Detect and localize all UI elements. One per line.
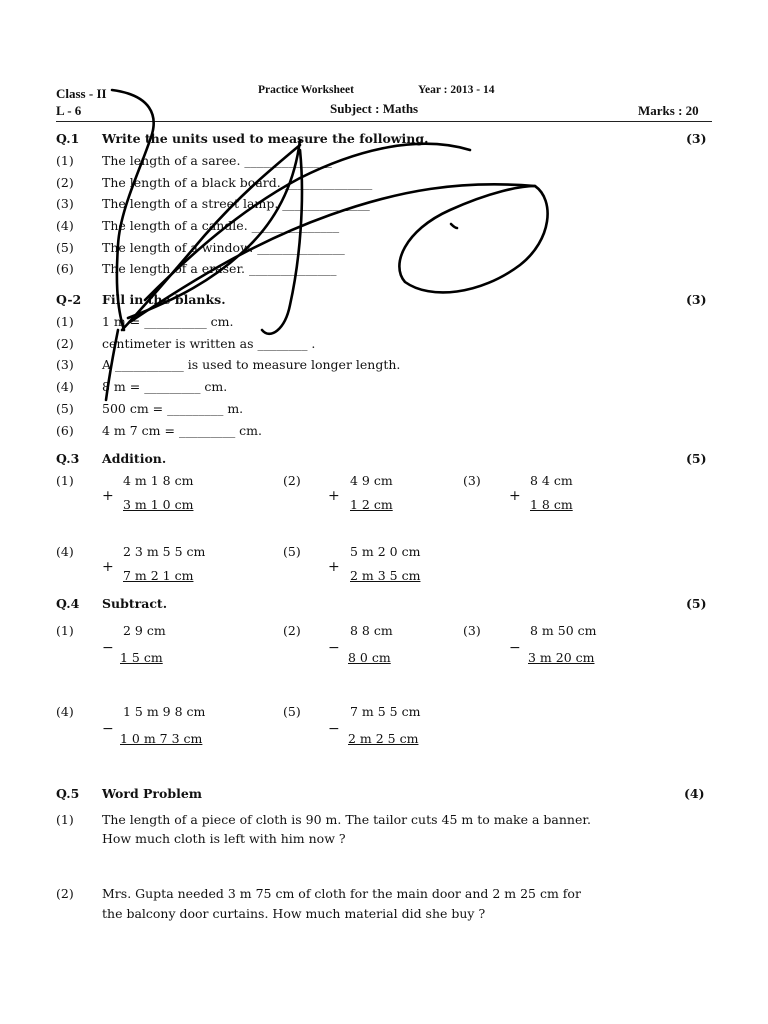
q3-item-bottom: 1 2 cm bbox=[350, 497, 393, 512]
plus-sign: + bbox=[509, 488, 521, 504]
q3-title: Addition. bbox=[102, 451, 167, 466]
year-label: Year : 2013 - 14 bbox=[418, 84, 495, 96]
minus-sign: − bbox=[328, 721, 340, 737]
q1-item-number: (5) bbox=[56, 240, 74, 255]
q4-number: Q.4 bbox=[56, 596, 80, 611]
q4-item-bottom: 8 0 cm bbox=[348, 650, 391, 665]
q3-number: Q.3 bbox=[56, 451, 80, 466]
q5-item-line: The length of a piece of cloth is 90 m. The tailor cuts 45 m to make a banner. bbox=[102, 812, 591, 827]
q4-item-bottom: 3 m 20 cm bbox=[528, 650, 595, 665]
q4-item-bottom: 1 5 cm bbox=[120, 650, 163, 665]
minus-sign: − bbox=[509, 640, 521, 656]
plus-sign: + bbox=[102, 488, 114, 504]
q2-item-number: (2) bbox=[56, 336, 74, 351]
q3-item-number: (4) bbox=[56, 544, 74, 559]
q3-item-bottom: 7 m 2 1 cm bbox=[123, 568, 194, 583]
q5-item-number: (1) bbox=[56, 812, 74, 827]
q2-marks: (3) bbox=[686, 292, 707, 307]
q1-item-text: The length of a eraser. ______________ bbox=[102, 261, 337, 276]
q2-item-number: (4) bbox=[56, 379, 74, 394]
q2-item-number: (3) bbox=[56, 357, 74, 372]
q4-item-top: 1 5 m 9 8 cm bbox=[123, 704, 206, 719]
q4-item-bottom: 2 m 2 5 cm bbox=[348, 731, 419, 746]
q3-marks: (5) bbox=[686, 451, 707, 466]
q5-title: Word Problem bbox=[102, 786, 203, 801]
q2-title: Fill in the blanks. bbox=[102, 292, 226, 307]
q4-item-top: 8 8 cm bbox=[350, 623, 393, 638]
q1-item-text: The length of a saree. ______________ bbox=[102, 153, 332, 168]
q2-item-number: (1) bbox=[56, 314, 74, 329]
q1-item-text: The length of a window. ______________ bbox=[102, 240, 345, 255]
q1-item-number: (6) bbox=[56, 261, 74, 276]
minus-sign: − bbox=[102, 721, 114, 737]
q4-item-top: 8 m 50 cm bbox=[530, 623, 597, 638]
q1-item-text: The length of a street lamp. ______________ bbox=[102, 196, 370, 211]
q1-item-number: (1) bbox=[56, 153, 74, 168]
subject-label: Subject : Maths bbox=[330, 101, 419, 116]
q2-item-text: A ___________ is used to measure longer length. bbox=[102, 357, 401, 372]
minus-sign: − bbox=[102, 640, 114, 656]
q1-number: Q.1 bbox=[56, 131, 80, 146]
q3-item-bottom: 3 m 1 0 cm bbox=[123, 497, 194, 512]
q1-item-text: The length of a candle. ______________ bbox=[102, 218, 340, 233]
q3-item-top: 8 4 cm bbox=[530, 473, 573, 488]
q2-number: Q-2 bbox=[56, 292, 82, 307]
q1-title: Write the units used to measure the following. bbox=[102, 131, 429, 146]
q5-item-number: (2) bbox=[56, 886, 74, 901]
q1-item-number: (3) bbox=[56, 196, 74, 211]
q1-marks: (3) bbox=[686, 131, 707, 146]
marks-label: Marks : 20 bbox=[638, 103, 699, 118]
q1-item-number: (2) bbox=[56, 175, 74, 190]
q4-item-bottom: 1 0 m 7 3 cm bbox=[120, 731, 203, 746]
q5-item-line: Mrs. Gupta needed 3 m 75 cm of cloth for the main door and 2 m 25 cm for bbox=[102, 886, 581, 901]
q2-item-number: (5) bbox=[56, 401, 74, 416]
q2-item-text: centimeter is written as ________ . bbox=[102, 336, 316, 351]
q4-item-number: (1) bbox=[56, 623, 74, 638]
q3-item-bottom: 1 8 cm bbox=[530, 497, 573, 512]
q4-item-number: (4) bbox=[56, 704, 74, 719]
q2-item-text: 8 m = _________ cm. bbox=[102, 379, 228, 394]
q5-item-line: the balcony door curtains. How much material did she buy ? bbox=[102, 906, 486, 921]
minus-sign: − bbox=[328, 640, 340, 656]
plus-sign: + bbox=[328, 559, 340, 575]
q4-item-number: (3) bbox=[463, 623, 481, 638]
worksheet-title: Practice Worksheet bbox=[258, 84, 354, 96]
q2-item-number: (6) bbox=[56, 423, 74, 438]
q1-item-number: (4) bbox=[56, 218, 74, 233]
q4-marks: (5) bbox=[686, 596, 707, 611]
plus-sign: + bbox=[102, 559, 114, 575]
q4-item-number: (5) bbox=[283, 704, 301, 719]
q4-item-top: 7 m 5 5 cm bbox=[350, 704, 421, 719]
q5-number: Q.5 bbox=[56, 786, 80, 801]
q5-marks: (4) bbox=[684, 786, 705, 801]
q2-item-text: 1 m = __________ cm. bbox=[102, 314, 234, 329]
q3-item-number: (2) bbox=[283, 473, 301, 488]
q4-item-top: 2 9 cm bbox=[123, 623, 166, 638]
q3-item-top: 4 m 1 8 cm bbox=[123, 473, 194, 488]
q3-item-top: 5 m 2 0 cm bbox=[350, 544, 421, 559]
q3-item-number: (3) bbox=[463, 473, 481, 488]
q1-item-text: The length of a black board. ______________ bbox=[102, 175, 373, 190]
q2-item-text: 4 m 7 cm = _________ cm. bbox=[102, 423, 263, 438]
q3-item-number: (5) bbox=[283, 544, 301, 559]
header-divider bbox=[56, 121, 712, 122]
q3-item-number: (1) bbox=[56, 473, 74, 488]
class-label: Class - II bbox=[56, 86, 107, 101]
q5-item-line: How much cloth is left with him now ? bbox=[102, 831, 346, 846]
q3-item-top: 2 3 m 5 5 cm bbox=[123, 544, 206, 559]
plus-sign: + bbox=[328, 488, 340, 504]
q4-title: Subtract. bbox=[102, 596, 168, 611]
q3-item-bottom: 2 m 3 5 cm bbox=[350, 568, 421, 583]
q3-item-top: 4 9 cm bbox=[350, 473, 393, 488]
q4-item-number: (2) bbox=[283, 623, 301, 638]
q2-item-text: 500 cm = _________ m. bbox=[102, 401, 244, 416]
lesson-label: L - 6 bbox=[56, 103, 82, 118]
